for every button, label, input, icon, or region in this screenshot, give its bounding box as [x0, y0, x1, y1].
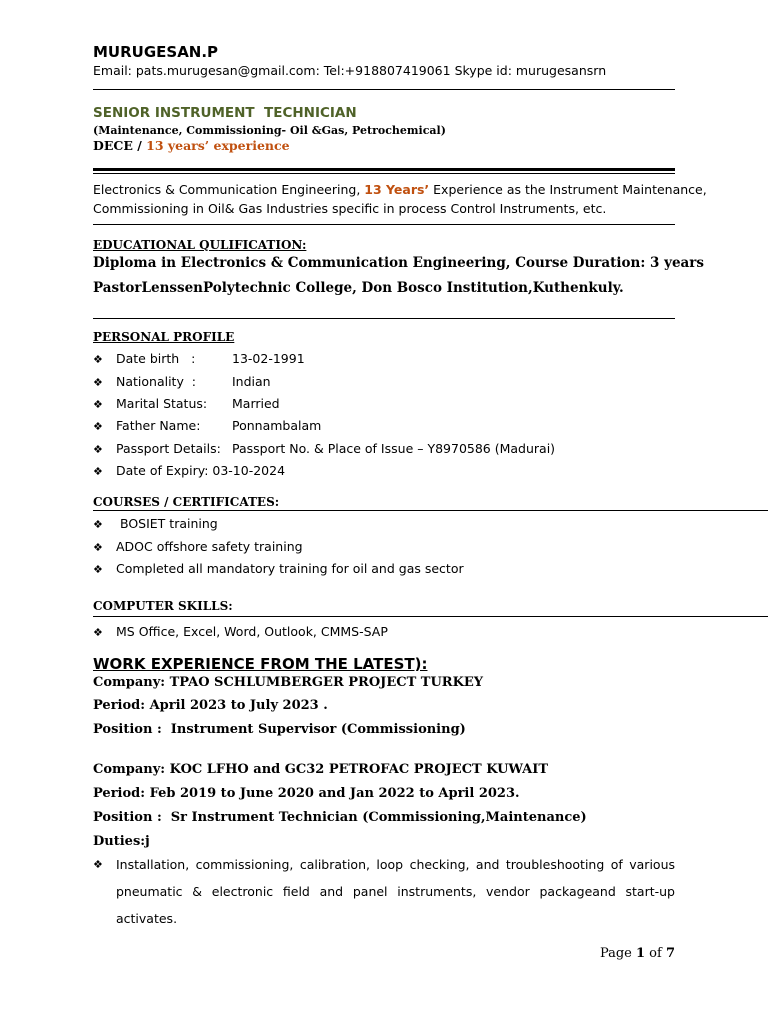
duty-line-3: activates. [116, 911, 178, 926]
course-text: ADOC offshore safety training [116, 539, 303, 554]
bullet-icon: ❖ [93, 420, 103, 433]
header-divider [93, 89, 675, 90]
profile-item-marital [93, 396, 280, 411]
courses-heading: COURSES / CERTIFICATES: [93, 495, 280, 509]
summary-line-2: Commissioning in Oil& Gas Industries specific in process Control Instruments, etc. [93, 201, 607, 216]
job-title: SENIOR INSTRUMENT TECHNICIAN [93, 105, 357, 121]
page-number [600, 946, 675, 961]
summary-text-b: Experience as the Instrument Maintenance, [429, 182, 707, 197]
bullet-icon: ❖ [93, 353, 103, 366]
profile-label: Marital Status: [116, 396, 208, 411]
computer-skills-heading: COMPUTER SKILLS: [93, 599, 233, 613]
bullet-icon: ❖ [93, 518, 103, 531]
course-text: BOSIET training [116, 516, 218, 531]
profile-value: Married [232, 396, 280, 411]
page-word: Page [599, 946, 636, 961]
job1-company: Company: TPAO SCHLUMBERGER PROJECT TURKEY [93, 675, 484, 690]
bullet-icon: ❖ [93, 541, 103, 554]
course-text: Completed all mandatory training for oil and gas sector [116, 561, 464, 576]
education-college: PastorLenssenPolytechnic College, Don Bosco Institution,Kuthenkuly. [93, 280, 624, 296]
computer-skills-divider [93, 616, 768, 617]
job2-position: Position : Sr Instrument Technician (Commissioning,Maintenance) [93, 810, 587, 825]
experience-highlight: 13 years’ experience [146, 138, 290, 153]
summary-years-highlight: 13 Years’ [364, 182, 430, 197]
profile-value: Passport No. & Place of Issue – Y8970586 (Madurai) [232, 441, 556, 456]
job2-duties-heading: Duties:j [93, 834, 150, 849]
summary-text-a: Electronics & Communication Engineering, [93, 182, 365, 197]
job1-period: Period: April 2023 to July 2023 . [93, 698, 328, 713]
profile-label: Date of Expiry: 03-10-2024 [116, 463, 286, 478]
education-heading: EDUCATIONAL QULIFICATION: [93, 238, 307, 252]
courses-divider [93, 510, 768, 511]
thin-divider [93, 173, 675, 174]
job2-period: Period: Feb 2019 to June 2020 and Jan 2022 to April 2023. [93, 786, 520, 801]
profile-value: Ponnambalam [232, 418, 322, 433]
summary-divider [93, 224, 675, 225]
contact-line: Email: pats.murugesan@gmail.com: Tel:+918807419061 Skype id: murugesansrn [93, 63, 607, 78]
duty-line-1: Installation, commissioning, calibration, loop checking, and troubleshooting of various [116, 857, 675, 872]
personal-profile-heading: PERSONAL PROFILE [93, 330, 235, 344]
summary-line-1 [93, 182, 707, 197]
thick-divider [93, 168, 675, 171]
job1-position: Position : Instrument Supervisor (Commissioning) [93, 722, 466, 737]
bullet-icon: ❖ [93, 465, 103, 478]
profile-item-nationality [93, 374, 271, 389]
bullet-icon: ❖ [93, 563, 103, 576]
bullet-icon: ❖ [93, 376, 103, 389]
current-page: 1 [636, 946, 646, 961]
course-item [93, 516, 218, 531]
computer-skill-item [93, 624, 388, 639]
computer-skill-text: MS Office, Excel, Word, Outlook, CMMS-SAP [116, 624, 388, 639]
job2-company: Company: KOC LFHO and GC32 PETROFAC PROJECT KUWAIT [93, 762, 549, 777]
bullet-icon: ❖ [93, 858, 103, 871]
profile-label: Nationality : [116, 374, 197, 389]
education-diploma: Diploma in Electronics & Communication Engineering, Course Duration: 3 years [93, 255, 705, 271]
course-item [93, 539, 303, 554]
profile-item-expiry [93, 463, 285, 478]
dece-line [93, 138, 290, 153]
total-pages: 7 [665, 946, 675, 961]
candidate-name: MURUGESAN.P [93, 43, 219, 61]
course-item [93, 561, 464, 576]
of-word: of [645, 946, 666, 961]
bullet-icon: ❖ [93, 398, 103, 411]
education-divider [93, 318, 675, 319]
profile-value: 13-02-1991 [232, 351, 305, 366]
work-experience-heading: WORK EXPERIENCE FROM THE LATEST): [93, 655, 428, 673]
duty-line-2: pneumatic & electronic field and panel instruments, vendor packageand start-up [116, 884, 675, 899]
job-subtitle: (Maintenance, Commissioning- Oil &Gas, Petrochemical) [93, 124, 446, 137]
profile-label: Passport Details: [116, 441, 221, 456]
bullet-icon: ❖ [93, 443, 103, 456]
dece-label: DECE / [93, 138, 147, 153]
profile-value: Indian [232, 374, 271, 389]
profile-item-passport [93, 441, 555, 456]
profile-item-dob [93, 351, 305, 366]
profile-label: Father Name: [116, 418, 201, 433]
profile-label: Date birth : [116, 351, 196, 366]
profile-item-father [93, 418, 321, 433]
bullet-icon: ❖ [93, 626, 103, 639]
